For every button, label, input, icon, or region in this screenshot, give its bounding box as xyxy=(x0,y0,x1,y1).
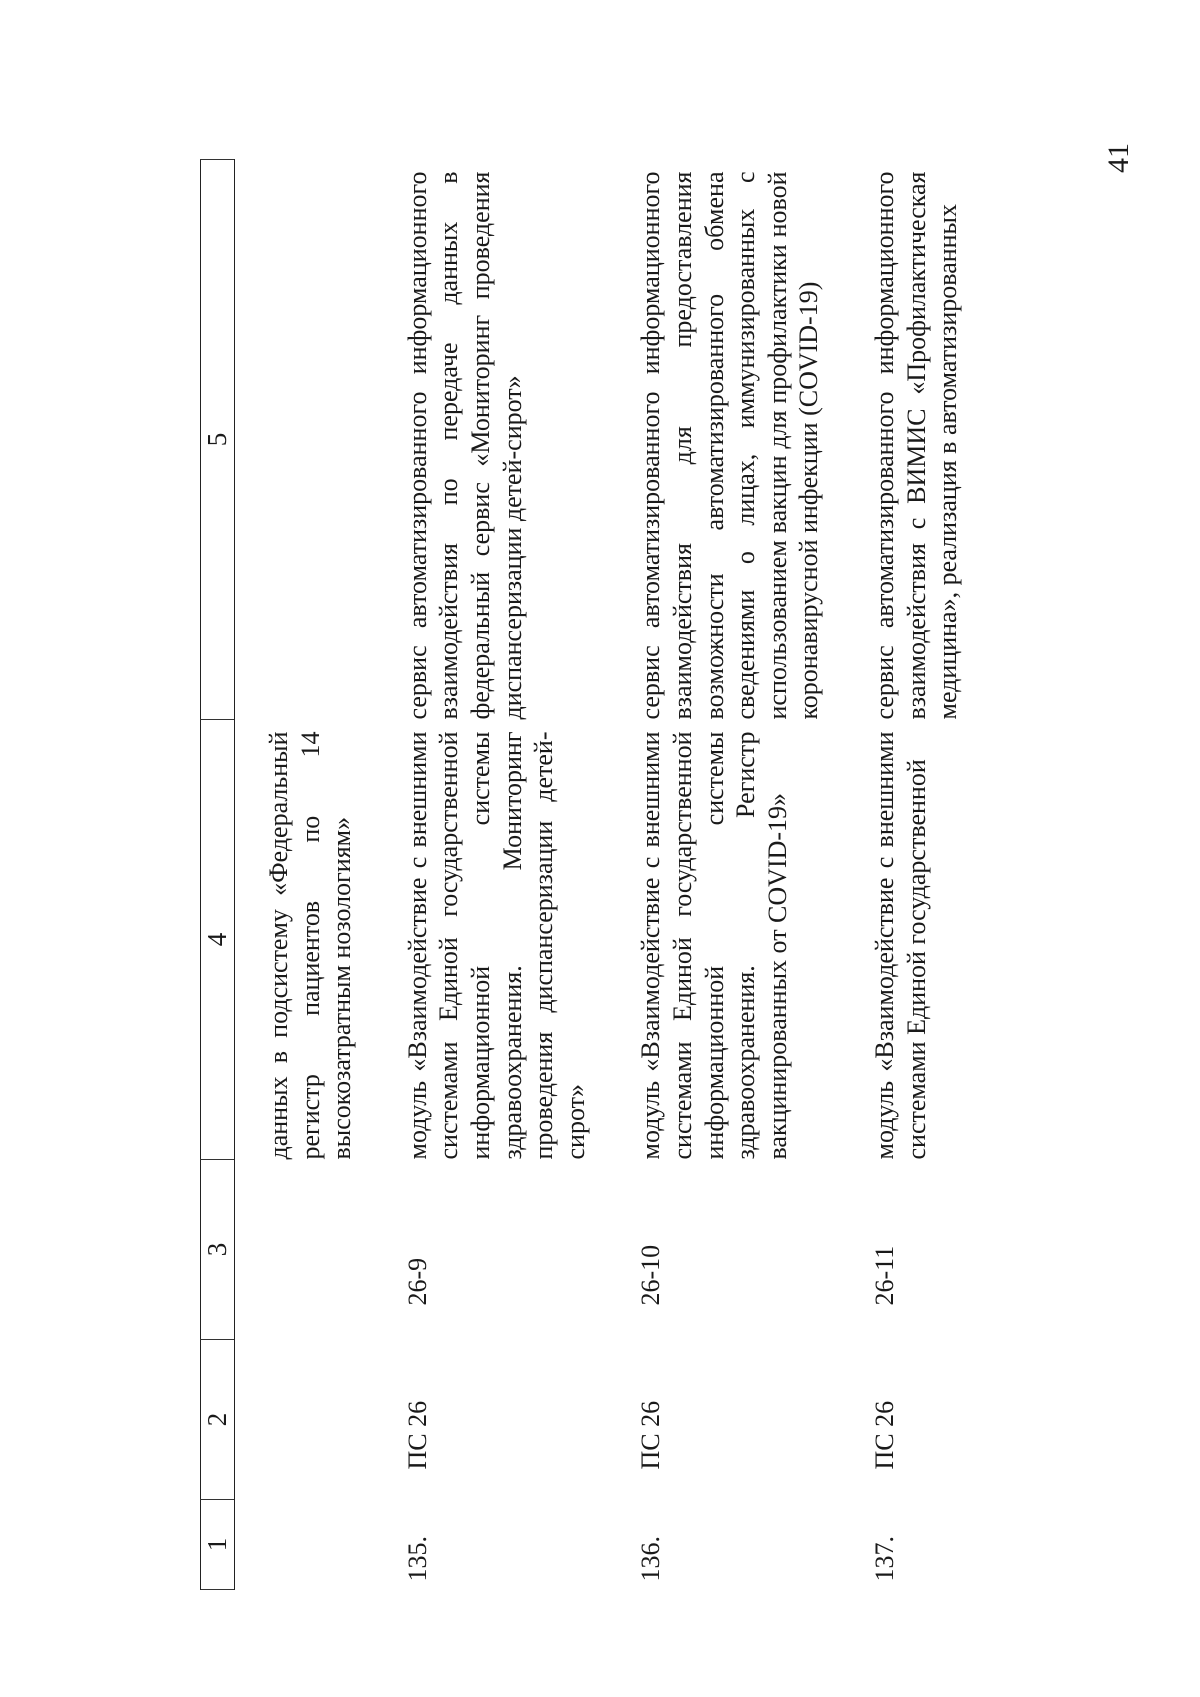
row-number: 135. xyxy=(402,1536,432,1582)
code-cell: 26-9 xyxy=(402,1257,432,1306)
table-row-continuation xyxy=(235,160,358,1590)
table-row xyxy=(402,160,592,1590)
column-header-2: 2 xyxy=(201,1340,235,1500)
column-header-4: 4 xyxy=(201,720,235,1160)
subsystem-cell: ПС 26 xyxy=(402,1400,432,1470)
table-row xyxy=(635,160,825,1590)
column-header-3: 3 xyxy=(201,1160,235,1340)
module-cell: модуль «Взаимодействие с внешними системами Единой государственной xyxy=(869,731,931,1160)
service-cell: сервис автоматизированного информационного взаимодействия с ВИМИС «Профилактическая медицина», реализация в автоматизированных xyxy=(869,171,963,720)
service-cell: сервис автоматизированного информационного взаимодействия по передаче данных в федеральный сервис «Мониторинг проведения диспансеризации детей-сирот» xyxy=(402,171,527,720)
subsystem-cell: ПС 26 xyxy=(869,1400,899,1470)
module-cell: модуль «Взаимодействие с внешними системами Единой государственной информационной системы здравоохранения. Мониторинг проведения диспансеризации детей-сирот» xyxy=(402,731,590,1160)
row-number: 136. xyxy=(636,1536,666,1582)
code-cell: 26-10 xyxy=(636,1244,666,1306)
service-cell: сервис автоматизированного информационного взаимодействия для предоставления возможности автоматизированного обмена сведениями о лицах, иммунизированных с использованием вакцин для профилактики новой коронавирусной инфекции (COVID-19) xyxy=(636,171,824,720)
service-cell xyxy=(235,160,358,720)
module-cell: модуль «Взаимодействие с внешними системами Единой государственной информационной системы здравоохранения. Регистр вакцинированных от COVID-19» xyxy=(636,731,792,1160)
subsystem-cell: ПС 26 xyxy=(636,1400,666,1470)
module-cell: данных в подсистему «Федеральный регистр пациентов по 14 высокозатратным нозологиям» xyxy=(264,731,357,1160)
column-header-1: 1 xyxy=(201,1500,235,1590)
row-number: 137. xyxy=(869,1536,899,1582)
page-number: 41 xyxy=(1102,143,1135,173)
table-header-row xyxy=(201,160,235,1590)
column-header-5: 5 xyxy=(201,160,235,720)
table-row xyxy=(869,160,964,1590)
rotated-sheet xyxy=(200,150,1080,1590)
systems-table xyxy=(200,159,964,1590)
code-cell: 26-11 xyxy=(869,1245,899,1306)
